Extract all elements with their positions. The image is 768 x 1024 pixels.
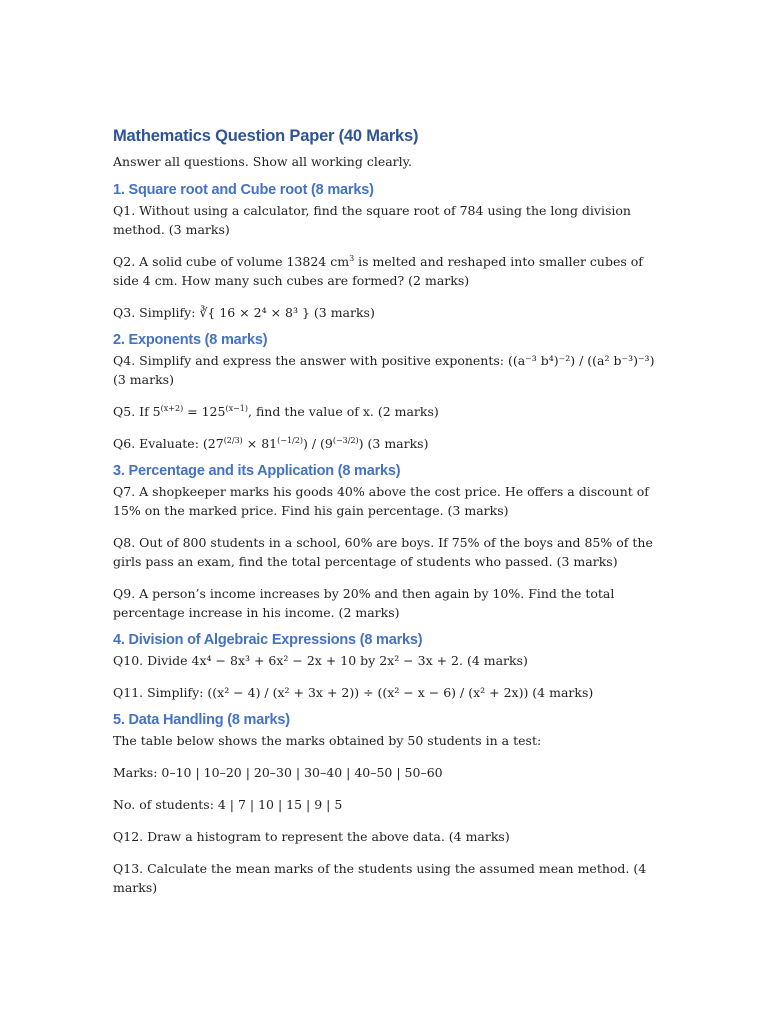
document-content — [113, 124, 658, 905]
question-q4: Q4. Simplify and express the answer with positive exponents: ((a⁻³ b⁴)⁻²) / ((a² b⁻³)⁻³) (3 marks) — [113, 353, 655, 387]
question-q6: Q6. Evaluate: $(27^{(2/3)} \times 81^{(-1/2)}) / (9^{(-3/2)})$ (3 marks) — [113, 436, 429, 451]
section-heading: 1. Square root and Cube root (8 marks) — [113, 182, 374, 198]
instructions: Answer all questions. Show all working clearly. — [113, 154, 413, 169]
question-q13: Q13. Calculate the mean marks of the students using the assumed mean method. (4 marks) — [113, 861, 647, 895]
section-square-cube-root — [113, 180, 658, 322]
section-data-handling — [113, 710, 658, 897]
section-heading: 5. Data Handling (8 marks) — [113, 712, 290, 728]
section-percentage — [113, 461, 658, 622]
question-q7: Q7. A shopkeeper marks his goods 40% above the cost price. He offers a discount of 15% on the marked price. Find his gain percentage. (3 marks) — [113, 484, 649, 518]
section-exponents — [113, 330, 658, 453]
question-q9: Q9. A person’s income increases by 20% and then again by 10%. Find the total percentage increase in his income. (2 marks) — [113, 586, 615, 620]
section-heading: 4. Division of Algebraic Expressions (8 marks) — [113, 632, 423, 648]
section-algebraic-division — [113, 630, 658, 702]
table-intro: The table below shows the marks obtained by 50 students in a test: — [113, 733, 542, 748]
question-q2: Q2. A solid cube of volume 13824 $cm^3$ is melted and reshaped into smaller cubes of side 4 cm. How many such cubes are formed? (2 marks) — [113, 254, 643, 288]
section-heading: 3. Percentage and its Application (8 marks) — [113, 463, 401, 479]
students-row: No. of students: 4 | 7 | 10 | 15 | 9 | 5 — [113, 797, 343, 812]
question-q11: Q11. Simplify: ((x² − 4) / (x² + 3x + 2)) ÷ ((x² − x − 6) / (x² + 2x)) (4 marks) — [113, 685, 594, 700]
document-title: Mathematics Question Paper (40 Marks) — [113, 127, 419, 145]
question-q10: Q10. Divide 4x⁴ − 8x³ + 6x² − 2x + 10 by 2x² − 3x + 2. (4 marks) — [113, 653, 528, 668]
question-q8: Q8. Out of 800 students in a school, 60% are boys. If 75% of the boys and 85% of the girls pass an exam, find the total percentage of students who passed. (3 marks) — [113, 535, 653, 569]
marks-row: Marks: 0–10 | 10–20 | 20–30 | 30–40 | 40–50 | 50–60 — [113, 765, 443, 780]
question-q12: Q12. Draw a histogram to represent the above data. (4 marks) — [113, 829, 510, 844]
question-q1: Q1. Without using a calculator, find the square root of 784 using the long division method. (3 marks) — [113, 203, 631, 237]
question-q5: Q5. If $5^{(x+2)} = 125^{(x-1)}$, find the value of x. (2 marks) — [113, 404, 439, 419]
question-q3: Q3. Simplify: ∛{ 16 × 2⁴ × 8³ } (3 marks) — [113, 305, 375, 320]
section-heading: 2. Exponents (8 marks) — [113, 332, 268, 348]
